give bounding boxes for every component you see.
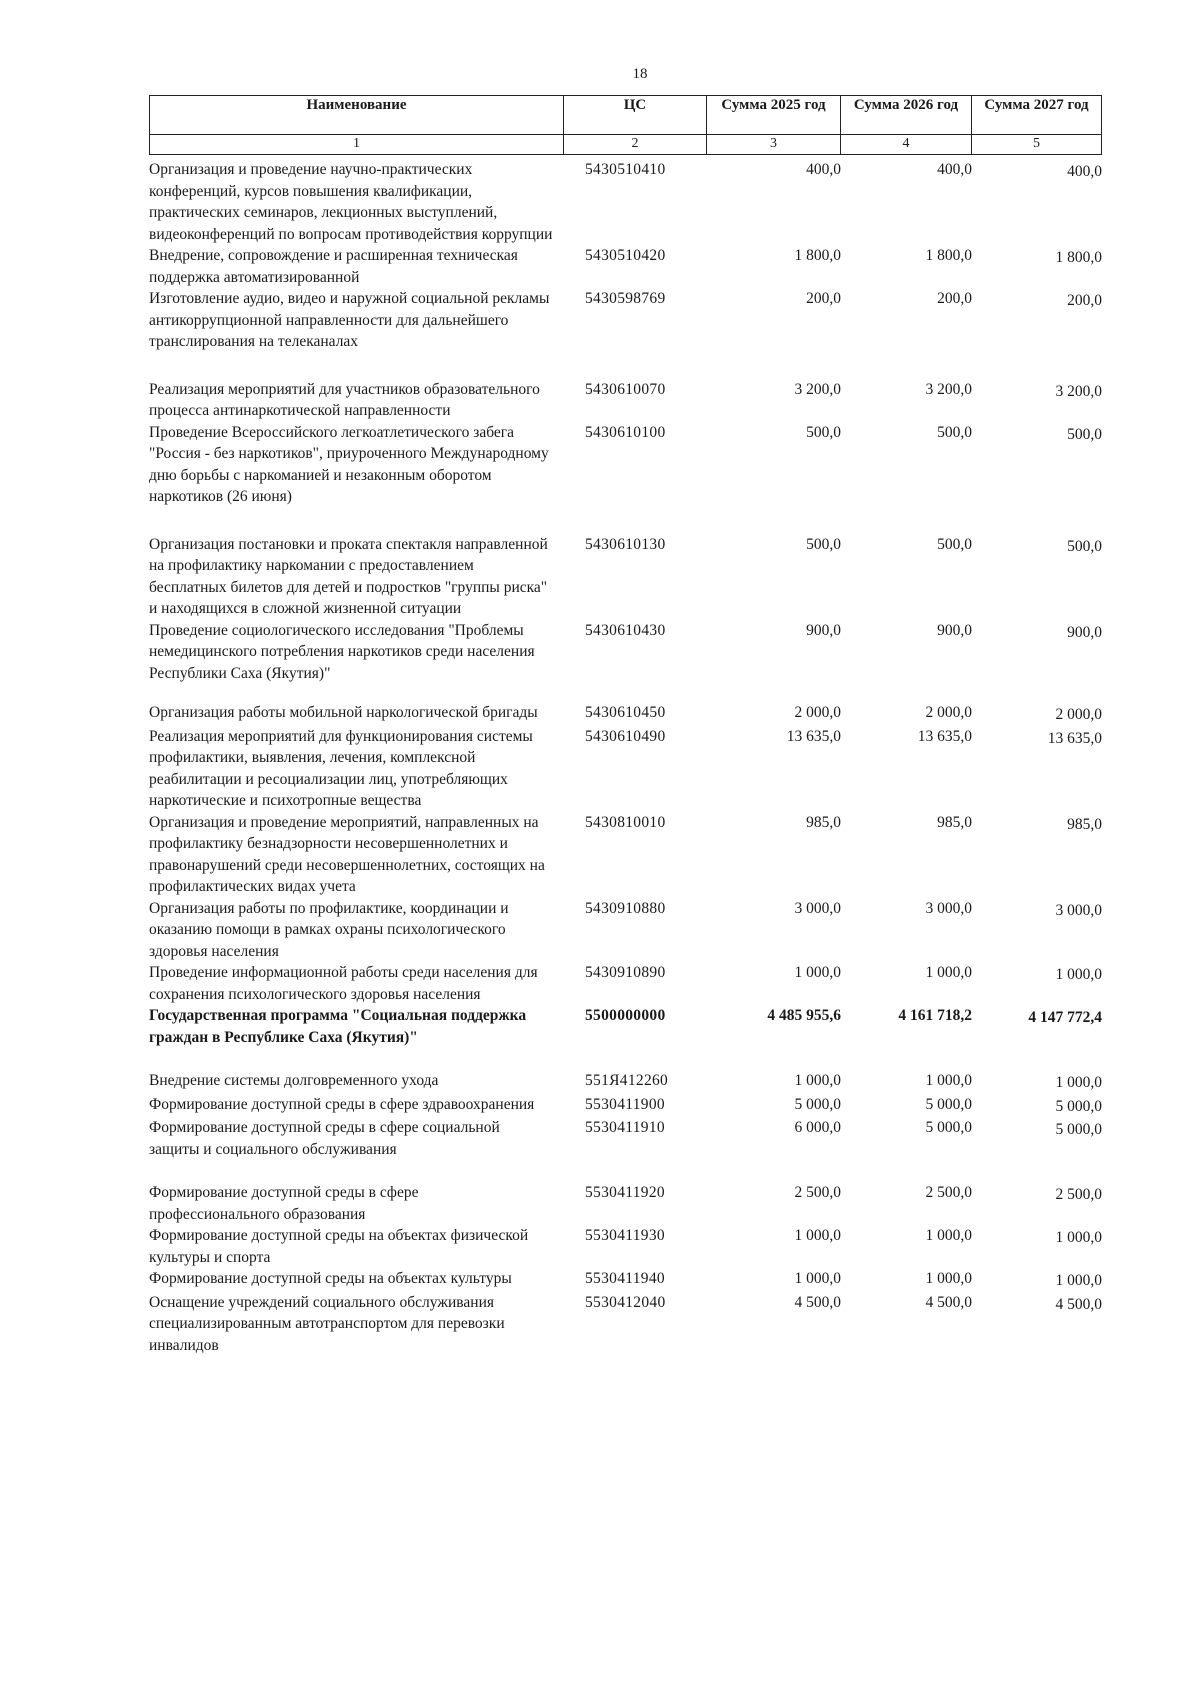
table-row: [149, 702, 1102, 726]
row-sum-2026: 1 800,0: [925, 247, 972, 264]
table-row: [149, 1292, 1102, 1357]
header-cs: ЦС: [564, 95, 707, 135]
row-sum-2026: 2 000,0: [925, 704, 972, 721]
row-sum-2027: 5 000,0: [1055, 1121, 1102, 1138]
budget-table: [149, 95, 1102, 1356]
row-sum-2027: 200,0: [1067, 292, 1102, 309]
row-sum-2027: 985,0: [1067, 815, 1102, 833]
row-name: Государственная программа "Социальная поддержка граждан в Республике Саха (Якутия)": [149, 1007, 527, 1046]
row-sum-2025: 2 000,0: [794, 704, 841, 721]
row-sum-2025: 2 500,0: [794, 1184, 841, 1201]
table-row: [149, 379, 1102, 422]
row-sum-2027: 1 000,0: [1055, 1074, 1102, 1091]
row-cs-code: 5430610430: [585, 621, 666, 639]
row-sum-2027: 4 500,0: [1055, 1295, 1102, 1313]
row-sum-2025: 900,0: [806, 621, 841, 639]
row-sum-2027: 4 147 772,4: [1028, 1009, 1102, 1026]
row-sum-2025: 1 000,0: [794, 1072, 841, 1089]
column-number-1: 1: [149, 135, 564, 155]
row-sum-2025: 13 635,0: [786, 727, 841, 745]
row-cs-code: 5430610070: [585, 380, 666, 398]
row-sum-2026: 200,0: [937, 290, 972, 307]
row-sum-2026: 1 000,0: [925, 1270, 972, 1287]
row-sum-2025: 985,0: [806, 813, 841, 831]
table-row: [149, 1117, 1102, 1160]
row-sum-2025: 200,0: [806, 290, 841, 307]
row-sum-2025: 5 000,0: [794, 1095, 841, 1113]
table-row: [149, 534, 1102, 620]
table-row: [149, 245, 1102, 288]
row-sum-2027: 400,0: [1067, 163, 1102, 180]
row-sum-2025: 4 500,0: [794, 1293, 841, 1311]
row-sum-2027: 3 200,0: [1055, 382, 1102, 400]
row-cs-code: 5530411930: [585, 1227, 665, 1244]
row-sum-2027: 1 000,0: [1055, 1272, 1102, 1289]
row-name: Организация работы мобильной наркологической бригады: [149, 704, 538, 721]
row-sum-2025: 6 000,0: [794, 1119, 841, 1136]
row-sum-2027: 1 000,0: [1055, 1229, 1102, 1246]
row-sum-2025: 3 200,0: [794, 380, 841, 398]
row-sum-2026: 3 200,0: [925, 380, 972, 398]
header-name: Наименование: [149, 95, 564, 135]
row-cs-code: 5530412040: [585, 1293, 666, 1311]
row-name: Внедрение системы долговременного ухода: [149, 1072, 439, 1089]
row-cs-code: 5530411940: [585, 1270, 665, 1287]
table-row: [149, 898, 1102, 963]
row-name: Организация работы по профилактике, координации и оказанию помощи в рамках охраны психологического здоровья населения: [149, 899, 509, 960]
row-sum-2027: 2 000,0: [1055, 706, 1102, 723]
table-row: [149, 288, 1102, 353]
row-cs-code: 5530411910: [585, 1119, 665, 1136]
table-row: [149, 1225, 1102, 1268]
table-body: [149, 159, 1102, 1356]
table-row: [149, 726, 1102, 812]
row-sum-2027: 500,0: [1067, 537, 1102, 555]
row-name: Организация и проведение мероприятий, направленных на профилактику безнадзорности несовершеннолетних и правонарушений среди несовершеннолетних, состоящих на профилактических видах учета: [149, 813, 545, 895]
column-number-5: 5: [972, 135, 1102, 155]
row-sum-2025: 1 800,0: [794, 247, 841, 264]
row-cs-code: 5530411920: [585, 1184, 665, 1201]
row-sum-2026: 500,0: [937, 535, 972, 553]
row-sum-2026: 400,0: [937, 161, 972, 178]
row-cs-code: 5430510420: [585, 247, 666, 264]
row-sum-2027: 500,0: [1067, 425, 1102, 443]
row-sum-2025: 4 485 955,6: [767, 1007, 841, 1024]
row-sum-2027: 900,0: [1067, 623, 1102, 641]
row-sum-2026: 2 500,0: [925, 1184, 972, 1201]
row-name: Оснащение учреждений социального обслуживания специализированным автотранспортом для перевозки инвалидов: [149, 1293, 505, 1354]
table-row: [149, 1268, 1102, 1292]
page-number: 18: [632, 66, 648, 82]
row-cs-code: 5430610130: [585, 535, 666, 553]
row-name: Формирование доступной среды на объектах культуры: [149, 1270, 512, 1287]
table-row: [149, 1005, 1102, 1048]
row-name: Изготовление аудио, видео и наружной социальной рекламы антикоррупционной направленности для дальнейшего транслирования на телеканалах: [149, 290, 550, 350]
table-row: [149, 1182, 1102, 1225]
row-cs-code: 5430910890: [585, 964, 666, 981]
row-sum-2025: 500,0: [806, 535, 841, 553]
row-name: Формирование доступной среды на объектах физической культуры и спорта: [149, 1227, 529, 1266]
column-number-4: 4: [841, 135, 972, 155]
row-name: Реализация мероприятий для функционирования системы профилактики, выявления, лечения, комплексной реабилитации и ресоциализации лиц, употребляющих наркотические и психотропные вещества: [149, 727, 533, 809]
row-name: Внедрение, сопровождение и расширенная техническая поддержка автоматизированной: [149, 247, 518, 286]
row-cs-code: 551Я412260: [585, 1072, 669, 1089]
header-sum-2025: Сумма 2025 год: [707, 95, 841, 135]
row-sum-2025: 3 000,0: [794, 899, 841, 917]
row-sum-2027: 1 000,0: [1055, 966, 1102, 983]
row-sum-2025: 400,0: [806, 161, 841, 178]
row-sum-2026: 4 500,0: [925, 1293, 972, 1311]
table-row: [149, 159, 1102, 245]
row-cs-code: 5430610100: [585, 423, 666, 441]
header-sum-2026: Сумма 2026 год: [841, 95, 972, 135]
table-row: [149, 812, 1102, 898]
row-cs-code: 5430910880: [585, 899, 666, 917]
table-header: [149, 95, 1102, 159]
row-cs-code: 5430598769: [585, 290, 666, 307]
row-sum-2025: 500,0: [806, 423, 841, 441]
row-sum-2026: 500,0: [937, 423, 972, 441]
row-sum-2025: 1 000,0: [794, 964, 841, 981]
row-sum-2027: 1 800,0: [1055, 249, 1102, 266]
row-cs-code: 5430510410: [585, 161, 666, 178]
column-number-3: 3: [707, 135, 841, 155]
row-sum-2025: 1 000,0: [794, 1227, 841, 1244]
row-sum-2026: 4 161 718,2: [898, 1007, 972, 1024]
row-name: Организация и проведение научно-практических конференций, курсов повышения квалификации, практических семинаров, лекционных выступлений, видеоконференций по вопросам противодействия коррупции: [149, 161, 553, 243]
row-cs-code: 5430610490: [585, 727, 666, 745]
row-name: Проведение информационной работы среди населения для сохранения психологического здоровья населения: [149, 964, 538, 1003]
header-sum-2027: Сумма 2027 год: [972, 95, 1102, 135]
table-row: [149, 962, 1102, 1005]
table-row: [149, 422, 1102, 508]
row-sum-2027: 2 500,0: [1055, 1186, 1102, 1203]
row-cs-code: 5530411900: [585, 1095, 665, 1113]
row-sum-2026: 1 000,0: [925, 1227, 972, 1244]
row-sum-2026: 3 000,0: [925, 899, 972, 917]
row-name: Формирование доступной среды в сфере здравоохранения: [149, 1095, 535, 1113]
row-sum-2025: 1 000,0: [794, 1270, 841, 1287]
row-sum-2026: 13 635,0: [917, 727, 972, 745]
table-row: [149, 1070, 1102, 1094]
row-cs-code: 5500000000: [585, 1007, 666, 1024]
row-sum-2026: 5 000,0: [925, 1095, 972, 1113]
row-name: Организация постановки и проката спектакля направленной на профилактику наркомании с предоставлением бесплатных билетов для детей и подростков "группы риска" и находящихся в сложной жизненной ситуации: [149, 535, 548, 617]
row-cs-code: 5430610450: [585, 704, 666, 721]
row-name: Формирование доступной среды в сфере социальной защиты и социального обслуживания: [149, 1119, 500, 1158]
row-sum-2026: 1 000,0: [925, 1072, 972, 1089]
row-sum-2026: 985,0: [937, 813, 972, 831]
row-sum-2026: 1 000,0: [925, 964, 972, 981]
row-sum-2027: 5 000,0: [1055, 1097, 1102, 1115]
column-number-2: 2: [564, 135, 707, 155]
table-row: [149, 620, 1102, 685]
row-sum-2027: 3 000,0: [1055, 901, 1102, 919]
row-name: Формирование доступной среды в сфере профессионального образования: [149, 1184, 419, 1223]
row-name: Проведение Всероссийского легкоатлетического забега "Россия - без наркотиков", приуроченного Международному дню борьбы с наркоманией и незаконным оборотом наркотиков (26 июня): [149, 423, 549, 505]
row-name: Проведение социологического исследования "Проблемы немедицинского потребления наркотиков среди населения Республики Саха (Якутия)": [149, 621, 535, 682]
row-sum-2027: 13 635,0: [1047, 729, 1102, 747]
row-name: Реализация мероприятий для участников образовательного процесса антинаркотической направленности: [149, 380, 540, 419]
row-cs-code: 5430810010: [585, 813, 666, 831]
row-sum-2026: 900,0: [937, 621, 972, 639]
row-sum-2026: 5 000,0: [925, 1119, 972, 1136]
table-row: [149, 1094, 1102, 1118]
